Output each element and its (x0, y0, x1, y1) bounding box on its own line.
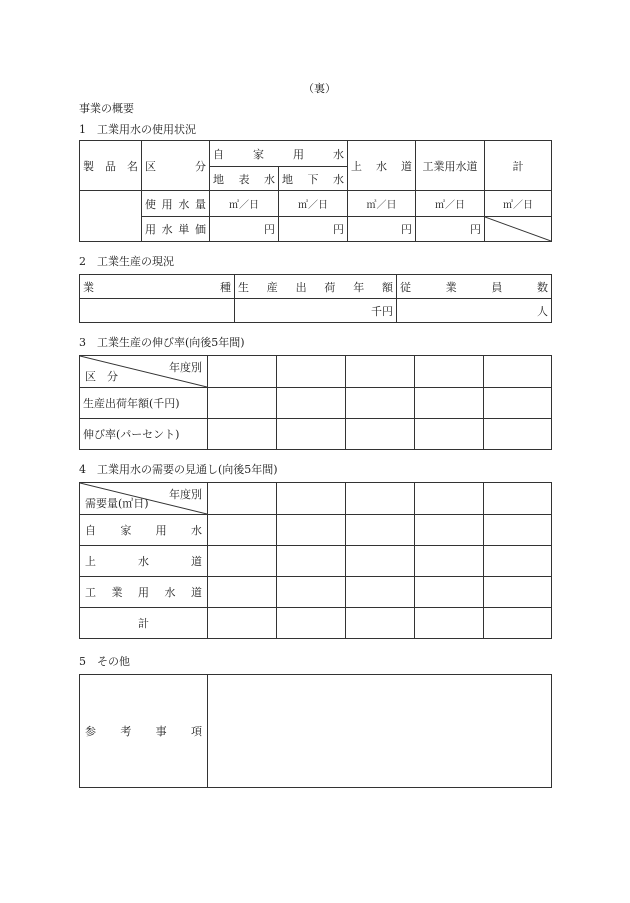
value-cell[interactable] (346, 388, 415, 419)
product-name-cell[interactable] (80, 191, 142, 242)
back-side-label: （裏） (303, 82, 336, 95)
remarks-input[interactable] (208, 675, 552, 788)
water-usage-table (79, 140, 552, 242)
year-cell[interactable] (415, 483, 484, 515)
s3-heading: 3 工業生産の伸び率(向後5年間) (79, 336, 245, 349)
value-cell[interactable] (484, 577, 552, 608)
growth-corner-header: 年度別 区 分 (80, 356, 208, 388)
year-cell[interactable] (346, 356, 415, 388)
value-cell[interactable] (208, 419, 277, 450)
value-cell[interactable] (208, 515, 277, 546)
s4-heading: 4 工業用水の需要の見通し(向後5年間) (79, 463, 278, 476)
value-cell[interactable] (208, 388, 277, 419)
private-water-header: 自 家 用 水 (210, 141, 348, 167)
value-cell[interactable] (277, 608, 346, 639)
value-cell[interactable] (208, 546, 277, 577)
value-cell[interactable] (346, 515, 415, 546)
shipment-header: 生 産 出 荷 年 額 (235, 275, 397, 299)
value-cell[interactable] (415, 419, 484, 450)
waterworks-header: 上 水 道 (348, 141, 416, 191)
industrial-water-header: 工業用水道 (416, 141, 485, 191)
surface-water-header: 地 表 水 (210, 167, 279, 191)
usage-total-cell[interactable]: ㎥／日 (485, 191, 552, 217)
year-cell[interactable] (208, 483, 277, 515)
product-name-header: 製 品 名 (80, 141, 142, 191)
value-cell[interactable] (415, 388, 484, 419)
employees-header: 従 業 員 数 (397, 275, 552, 299)
value-cell[interactable] (415, 515, 484, 546)
year-cell[interactable] (277, 483, 346, 515)
row-label-total: 計 (80, 608, 208, 639)
s5-heading: 5 その他 (79, 655, 130, 668)
section-title: 事業の概要 (79, 102, 134, 115)
ground-water-header: 地 下 水 (279, 167, 348, 191)
value-cell[interactable] (277, 515, 346, 546)
year-cell[interactable] (484, 483, 552, 515)
value-cell[interactable] (484, 419, 552, 450)
usage-label: 使 用 水 量 (142, 191, 210, 217)
total-header: 計 (485, 141, 552, 191)
price-industrial-cell[interactable]: 円 (416, 217, 485, 242)
value-cell[interactable] (484, 388, 552, 419)
industry-header: 業 種 (80, 275, 235, 299)
price-ground-cell[interactable]: 円 (279, 217, 348, 242)
value-cell[interactable] (484, 546, 552, 577)
price-total-cell-void (485, 217, 552, 242)
employees-cell[interactable]: 人 (397, 299, 552, 323)
value-cell[interactable] (277, 388, 346, 419)
value-cell[interactable] (208, 577, 277, 608)
usage-surface-cell[interactable]: ㎥／日 (210, 191, 279, 217)
usage-industrial-cell[interactable]: ㎥／日 (416, 191, 485, 217)
demand-corner-header: 年度別 需要量(㎥日) (80, 483, 208, 515)
shipment-cell[interactable]: 千円 (235, 299, 397, 323)
year-cell[interactable] (484, 356, 552, 388)
price-surface-cell[interactable]: 円 (210, 217, 279, 242)
year-cell[interactable] (346, 483, 415, 515)
value-cell[interactable] (415, 546, 484, 577)
year-cell[interactable] (415, 356, 484, 388)
usage-waterworks-cell[interactable]: ㎥／日 (348, 191, 416, 217)
row-label-private-water: 自 家 用 水 (80, 515, 208, 546)
value-cell[interactable] (346, 577, 415, 608)
value-cell[interactable] (346, 608, 415, 639)
growth-rate-table (79, 355, 552, 450)
s2-heading: 2 工業生産の現況 (79, 255, 174, 268)
kubun-header: 区 分 (142, 141, 210, 191)
value-cell[interactable] (415, 577, 484, 608)
row-label-growth: 伸び率(パーセント) (80, 419, 208, 450)
production-table (79, 274, 552, 323)
value-cell[interactable] (208, 608, 277, 639)
row-label-shipment: 生産出荷年額(千円) (80, 388, 208, 419)
s1-heading: 1 工業用水の使用状況 (79, 123, 196, 136)
value-cell[interactable] (484, 515, 552, 546)
year-cell[interactable] (277, 356, 346, 388)
price-label: 用 水 単 価 (142, 217, 210, 242)
demand-forecast-table (79, 482, 552, 639)
value-cell[interactable] (415, 608, 484, 639)
value-cell[interactable] (484, 608, 552, 639)
year-cell[interactable] (208, 356, 277, 388)
value-cell[interactable] (277, 577, 346, 608)
industry-cell[interactable] (80, 299, 235, 323)
remarks-label: 参 考 事 項 (80, 675, 208, 788)
value-cell[interactable] (346, 419, 415, 450)
row-label-industrial: 工 業 用 水 道 (80, 577, 208, 608)
remarks-table (79, 674, 552, 788)
row-label-waterworks: 上 水 道 (80, 546, 208, 577)
price-waterworks-cell[interactable]: 円 (348, 217, 416, 242)
value-cell[interactable] (277, 419, 346, 450)
usage-ground-cell[interactable]: ㎥／日 (279, 191, 348, 217)
value-cell[interactable] (346, 546, 415, 577)
value-cell[interactable] (277, 546, 346, 577)
